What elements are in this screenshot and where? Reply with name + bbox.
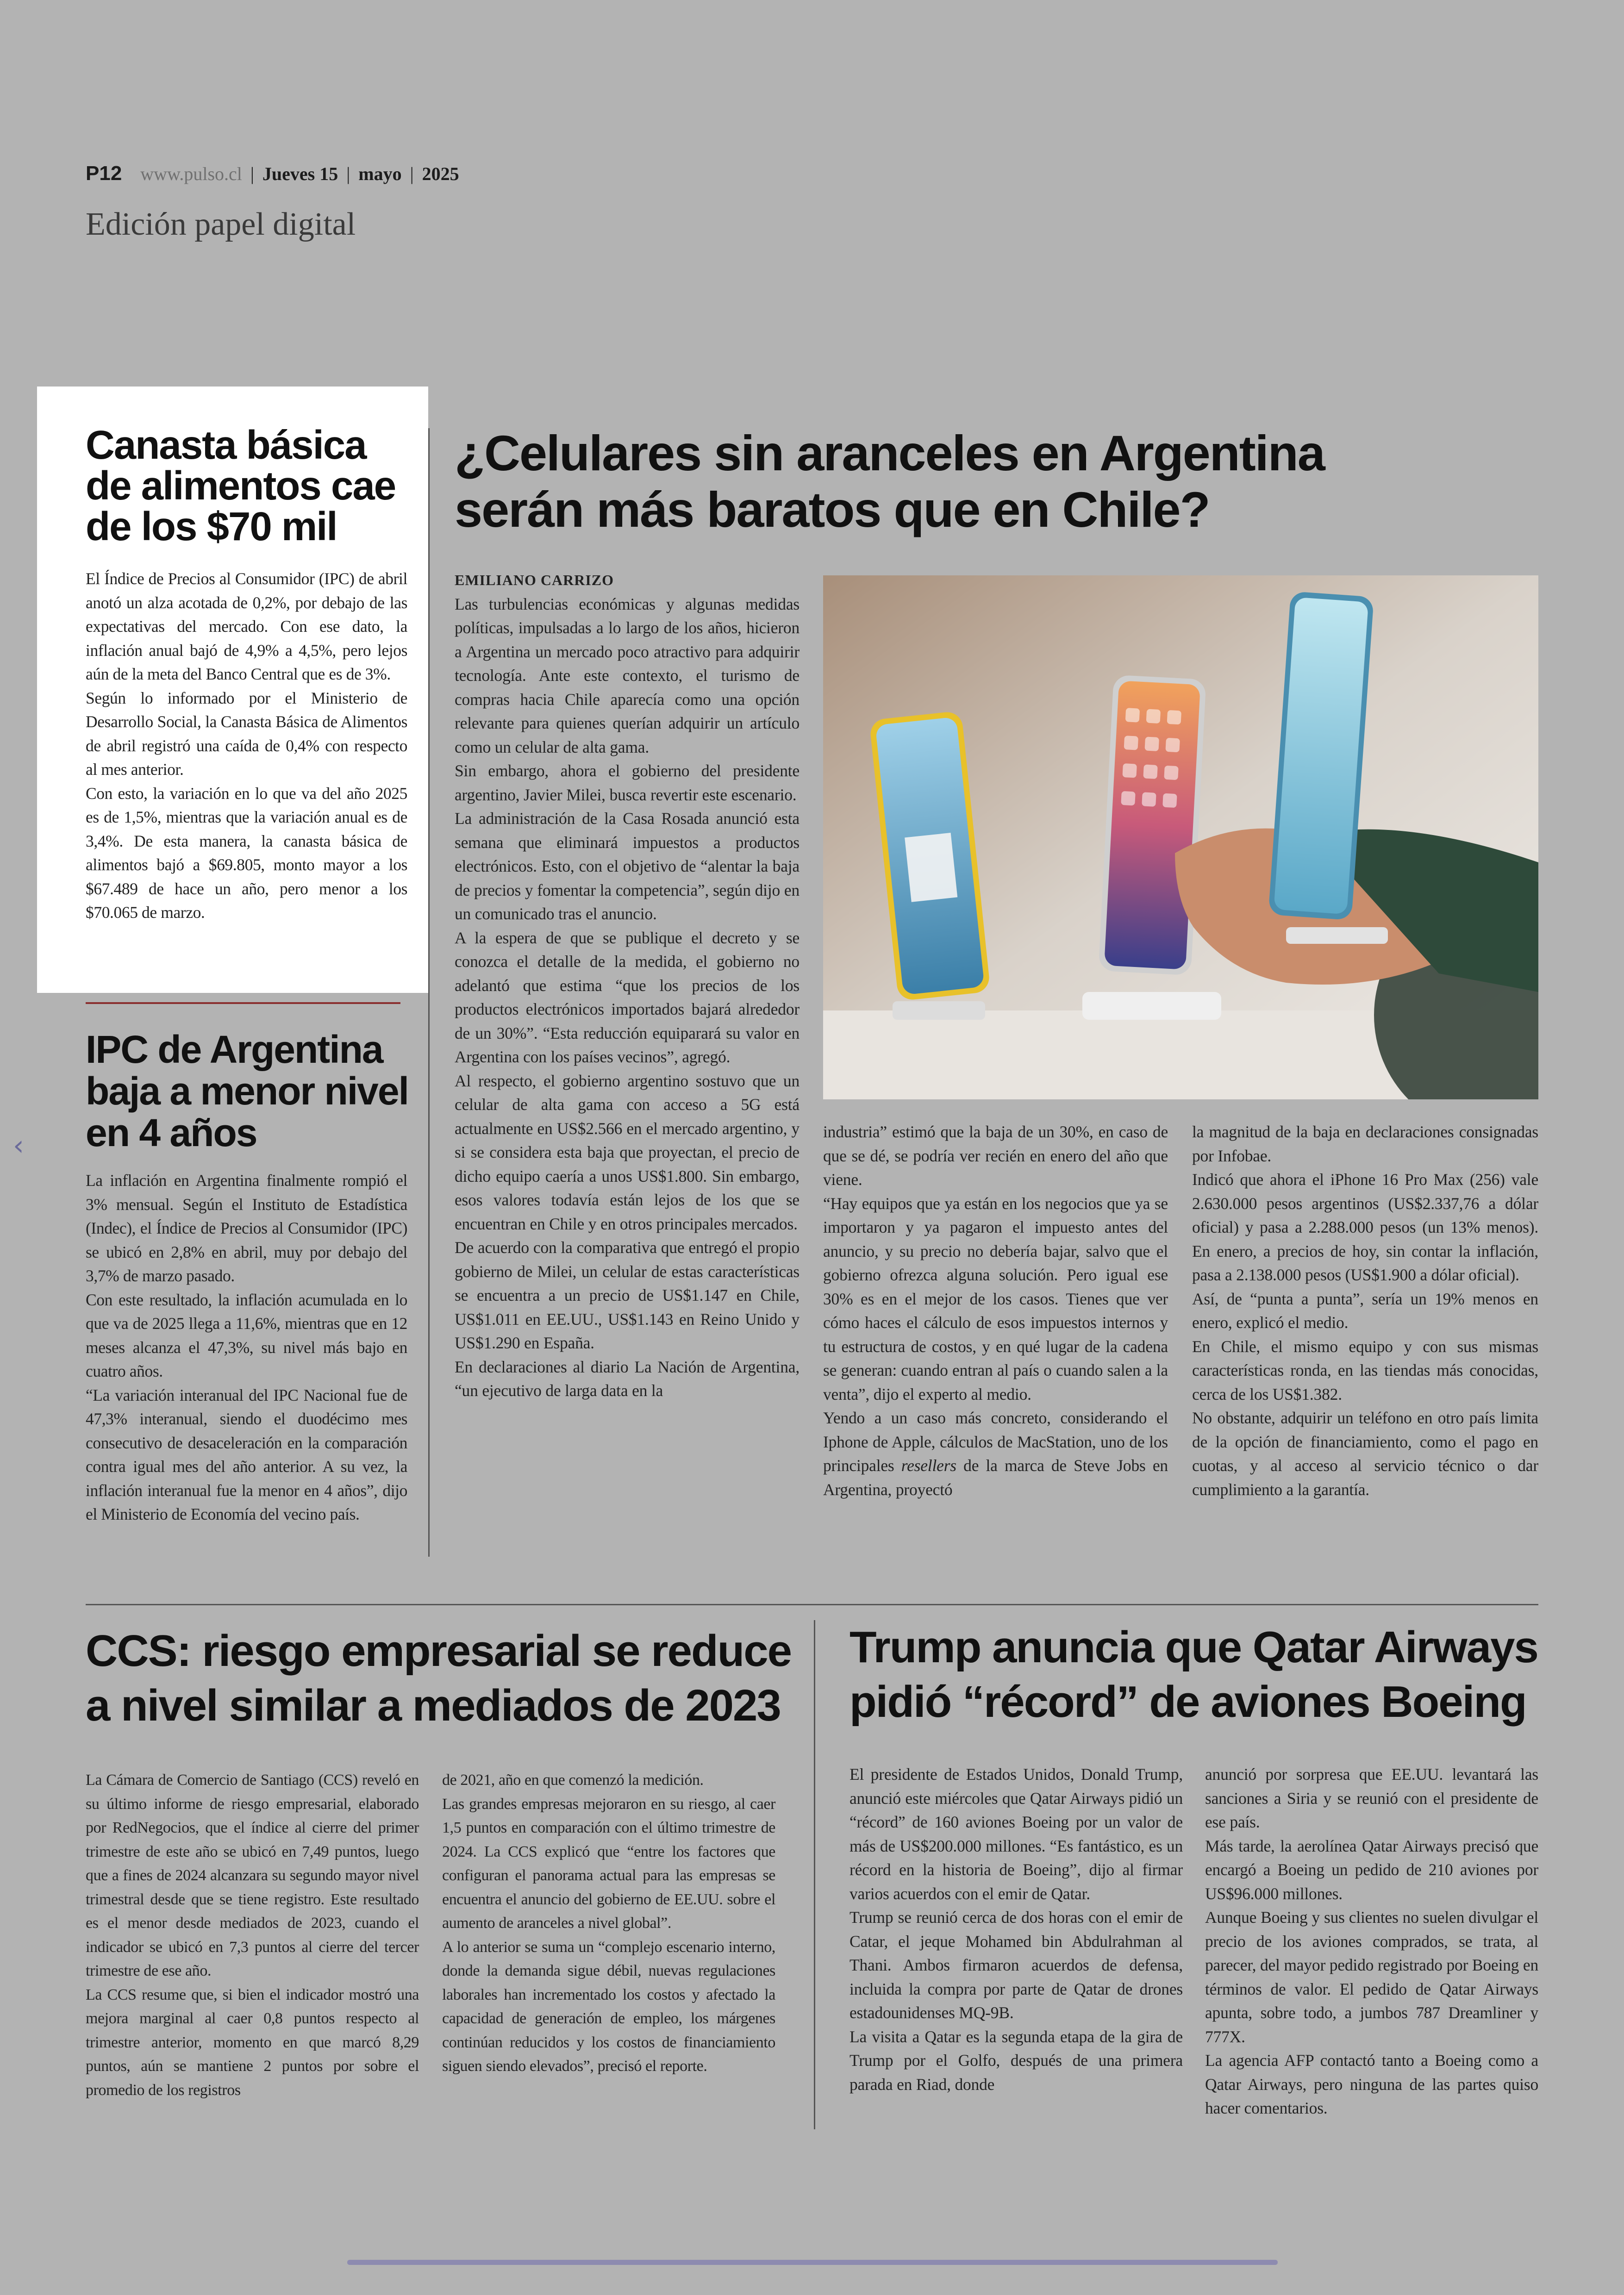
celulares-col3 — [1192, 1120, 1538, 1502]
page-number: P12 — [86, 162, 122, 185]
trump-c1-p1: El presidente de Estados Unidos, Donald Trump, anunció este miércoles que Qatar Airways pidió un “récord” de 160 aviones Boeing por un valor de más de US$200.000 millones. “Es fantástico, es un récord en la historia de Boeing”, dijo al firmar varios acuerdos con el emir de Qatar. — [849, 1765, 1183, 1903]
celulares-c1-p5: Al respecto, el gobierno argentino sostuvo que un celular de alta gama con acceso a 5G está actualmente en US$2.566 en el mercado argentino, y si se considera esta baja que proyectan, el precio de dicho equipo caería a unos US$1.800. Sin embargo, esos valores todavía están lejos de los que se encuentran en Chile y en otros principales mercados. — [455, 1071, 800, 1233]
canasta-p2: Según lo informado por el Ministerio de Desarrollo Social, la Canasta Básica de Alimentos de abril registró una caída de 0,4% con respecto al mes anterior. — [86, 688, 407, 779]
weekday: Jueves 15 — [262, 163, 338, 184]
byline: EMILIANO CARRIZO — [455, 572, 614, 588]
celulares-c1-p1: Las turbulencias económicas y algunas medidas políticas, impulsadas a lo largo de los años, hicieron a Argentina un mercado poco atractivo para adquirir tecnología. Ante este contexto, el turismo de compras hacia Chile aparecía como una opción relevante para quienes querían adquirir un artículo como un celular de alta gama. — [455, 594, 800, 756]
ipc-body — [86, 1169, 407, 1527]
celulares-c2-p1: industria” estimó que la baja de un 30%, en caso de que se dé, se podría ver recién en enero del año que viene. — [823, 1123, 1168, 1189]
celulares-c2-p3a: Yendo a un caso más concreto, considerando el Iphone de Apple, cálculos de MacStation, uno de los principales — [823, 1409, 1168, 1475]
ccs-c1-p1: La Cámara de Comercio de Santiago (CCS) reveló en su último informe de riesgo empresarial, elaborado por RedNegocios, que el índice al cierre del primer trimestre de este año se ubicó en 7,49 puntos, luego que a fines de 2024 alcanzara su segundo mayor nivel trimestral desde que se tiene registro. Este resultado es el menor desde mediados de 2023, cuando el indicador se ubicó en 7,3 puntos al cierre del tercer trimestre de ese año. — [86, 1771, 419, 1979]
ipc-p3: “La variación interanual del IPC Nacional fue de 47,3% interanual, siendo el duodécimo mes consecutivo de desaceleración en la comparación contra igual mes del año anterior. A su vez, la inflación interanual fue la menor en 4 años”, dijo el Ministerio de Economía del vecino país. — [86, 1385, 407, 1523]
celulares-c2-p3b: de la marca de Steve Jobs en Argentina, proyectó — [823, 1456, 1168, 1499]
celulares-c3-p1: la magnitud de la baja en declaraciones consignadas por Infobae. — [1192, 1123, 1538, 1165]
celulares-c3-p2: Indicó que ahora el iPhone 16 Pro Max (256) vale 2.630.000 pesos argentinos (US$2.337,76 a dólar oficial) y pasa a 2.288.000 pesos (un 13% menos). En enero, a precios de hoy, sin contar la inflación, pasa a 2.138.000 pesos (US$1.900 a dólar oficial). — [1192, 1170, 1538, 1284]
resellers-term: resellers — [901, 1456, 956, 1475]
canasta-headline: Canasta básica de alimentos cae de los $70 mil — [86, 423, 396, 549]
year: 2025 — [422, 163, 459, 184]
phones-photo-illustration — [823, 575, 1538, 1099]
ipc-headline: IPC de Argentina baja a menor nivel en 4 años — [86, 1028, 408, 1154]
celulares-col2 — [823, 1120, 1168, 1502]
site-url[interactable]: www.pulso.cl — [140, 163, 242, 184]
month: mayo — [358, 163, 402, 184]
celulares-headline: ¿Celulares sin aranceles en Argentina serán más baratos que en Chile? — [455, 425, 1324, 537]
celulares-c1-p3: La administración de la Casa Rosada anunció esta semana que eliminará impuestos a productos electrónicos. Esto, con el objetivo de “alentar la baja de precios y fomentar la competencia”, según dijo en un comunicado tras el anuncio. — [455, 809, 800, 923]
separator: | — [410, 163, 414, 184]
trump-c1-p3: La visita a Qatar es la segunda etapa de la gira de Trump por el Golfo, después de una primera parada en Riad, donde — [849, 2027, 1183, 2094]
article-photo — [823, 575, 1538, 1099]
ipc-p1: La inflación en Argentina finalmente rompió el 3% mensual. Según el Instituto de Estadística (Indec), el Índice de Precios al Consumidor (IPC) se ubicó en 2,8% en abril, muy por debajo del 3,7% de marzo pasado. — [86, 1171, 407, 1285]
page-progress-scrollbar[interactable] — [347, 2260, 1278, 2265]
trump-c1-p2: Trump se reunió cerca de dos horas con el emir de Catar, el jeque Mohamed bin Abdulrahman al Thani. Ambos firmaron acuerdos de defensa, incluida la compra por parte de Qatar de drones estadounidenses MQ-9B. — [849, 1908, 1183, 2022]
ccs-c2-p3: A lo anterior se suma un “complejo escenario interno, donde la demanda sigue débil, nuevas regulaciones laborales han incrementado los costos y afectado la capacidad de generación de empleo, los márgenes continúan reducidos y los costos de financiamiento siguen siendo elevados”, precisó el reporte. — [442, 1938, 775, 2075]
celulares-c3-p5: No obstante, adquirir un teléfono en otro país limita de la opción de financiamiento, como el pago en cuotas, y al acceso al servicio técnico o dar cumplimiento a la garantía. — [1192, 1409, 1538, 1499]
celulares-c1-p6: De acuerdo con la comparativa que entregó el propio gobierno de Milei, un celular de estas características se encuentra a un precio de US$1.147 en Chile, US$1.011 en EE.UU., US$1.143 en Reino Unido y US$1.290 en España. — [455, 1238, 800, 1352]
celulares-c3-p4: En Chile, el mismo equipo y con sus mismas características ronda, en las tiendas más conocidas, cerca de los US$1.382. — [1192, 1337, 1538, 1403]
trump-col2 — [1205, 1763, 1538, 2120]
celulares-col1 — [455, 568, 800, 1403]
separator: | — [346, 163, 350, 184]
previous-page-arrow-icon[interactable]: ‹ — [13, 1129, 24, 1162]
celulares-c3-p3: Así, de “punta a punta”, sería un 19% menos en enero, explicó el medio. — [1192, 1289, 1538, 1332]
trump-c2-p4: La agencia AFP contactó tanto a Boeing como a Qatar Airways, pero ninguna de las partes quiso hacer comentarios. — [1205, 2051, 1538, 2117]
trump-c2-p2: Más tarde, la aerolínea Qatar Airways precisó que encargó a Boeing un pedido de 210 aviones por US$96.000 millones. — [1205, 1836, 1538, 1903]
ipc-divider — [86, 1002, 400, 1004]
celulares-c2-p2: “Hay equipos que ya están en los negocios que ya se importaron y ya pagaron el impuesto antes del anuncio, y su precio no debería bajar, salvo que el gobierno ofrezca alguna solución. Pero igual ese 30% es en el mejor de los casos. Tienes que ver cómo haces el cálculo de esos impuestos internos y tu estructura de costos, y en qué lugar de la cadena se generan: cuando entran al país o cuando salen a la venta”, dijo el experto al medio. — [823, 1194, 1168, 1403]
section-divider — [86, 1604, 1538, 1605]
ccs-headline: CCS: riesgo empresarial se reduce a nivel similar a mediados de 2023 — [86, 1626, 792, 1730]
ccs-c1-p2: La CCS resume que, si bien el indicador mostró una mejora marginal al caer 0,8 puntos respecto al trimestre anterior, momento en que marcó 8,29 puntos, aún se mantiene 2 puntos por sobre el promedio de los registros — [86, 1986, 419, 2099]
trump-c2-p3: Aunque Boeing y sus clientes no suelen divulgar el precio de los aviones comprados, se trata, al parecer, del mayor pedido registrado por Boeing en términos de valor. El pedido de Qatar Airways apunta, sobre todo, a jumbos 787 Dreamliner y 777X. — [1205, 1908, 1539, 2046]
celulares-c1-p4: A la espera de que se publique el decreto y se conozca el detalle de la medida, el gobierno no adelantó que estima “que los precios de los productos electrónicos importados bajará alrededor de un 30%”. “Esta reducción equiparará su valor en Argentina con los países vecinos”, agregó. — [455, 928, 800, 1066]
bottom-column-rule — [814, 1620, 815, 2129]
trump-col1 — [849, 1763, 1183, 2096]
trump-headline: Trump anuncia que Qatar Airways pidió “récord” de aviones Boeing — [849, 1622, 1538, 1727]
canasta-body — [86, 567, 407, 925]
celulares-c1-p2: Sin embargo, ahora el gobierno del presidente argentino, Javier Milei, busca revertir este escenario. — [455, 761, 800, 804]
masthead — [86, 162, 459, 185]
celulares-c2-p3 — [823, 1406, 1168, 1502]
ccs-col2 — [442, 1768, 775, 2078]
column-rule — [428, 428, 430, 1557]
trump-c2-p1: anunció por sorpresa que EE.UU. levantará las sanciones a Siria y se reunió con el presidente de ese país. — [1205, 1765, 1538, 1831]
separator: | — [250, 163, 254, 184]
ccs-c2-p1: de 2021, año en que comenzó la medición. — [442, 1771, 704, 1789]
ccs-c2-p2: Las grandes empresas mejoraron en su riesgo, al caer 1,5 puntos en comparación con el último trimestre de 2024. La CCS explicó que “entre los factores que configuran el panorama actual para las empresas se encuentra el anuncio del gobierno de EE.UU. sobre el aumento de aranceles a nivel global”. — [442, 1795, 775, 1932]
celulares-c1-p7: En declaraciones al diario La Nación de Argentina, “un ejecutivo de larga data en la — [455, 1357, 800, 1400]
ccs-col1 — [86, 1768, 419, 2102]
edition-label: Edición papel digital — [86, 206, 356, 242]
canasta-p3: Con esto, la variación en lo que va del año 2025 es de 1,5%, mientras que la variación anual es de 3,4%. De esta manera, la canasta básica de alimentos bajó a $69.805, monto mayor a los $67.489 de hace un año, pero menor a los $70.065 de marzo. — [86, 784, 407, 922]
canasta-p1: El Índice de Precios al Consumidor (IPC) de abril anotó un alza acotada de 0,2%, por debajo de las expectativas del mercado. Con ese dato, la inflación anual bajó de 4,9% a 4,5%, pero lejos aún de la meta del Banco Central que es de 3%. — [86, 569, 407, 683]
ipc-p2: Con este resultado, la inflación acumulada en lo que va de 2025 llega a 11,6%, mientras que en 12 meses alcanza el 47,3%, su nivel más bajo en cuatro años. — [86, 1290, 407, 1380]
